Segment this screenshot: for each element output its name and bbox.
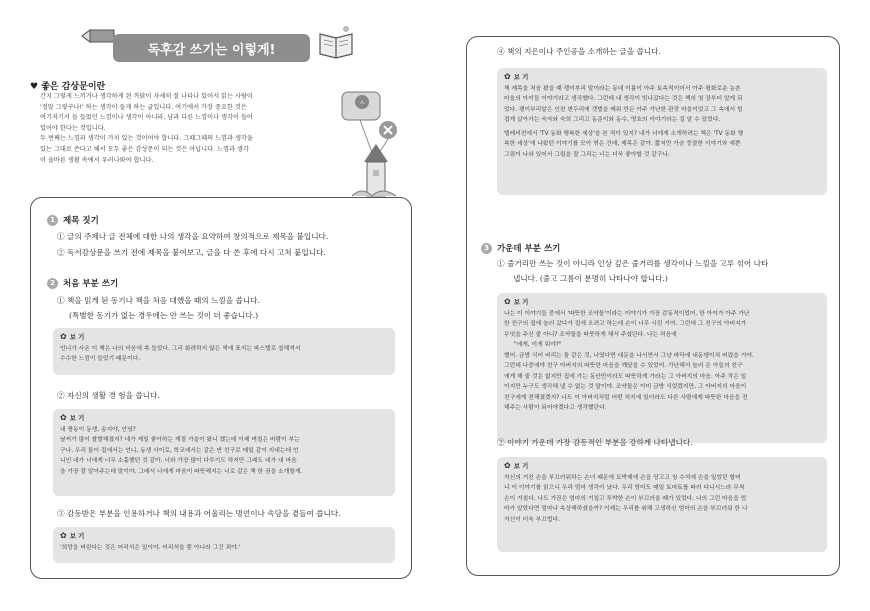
book-icon (316, 24, 356, 60)
left-guide-panel (30, 197, 412, 579)
pencil-icon (80, 28, 116, 44)
right-guide-panel (466, 36, 840, 576)
balloon-tower-illustration (322, 78, 412, 202)
star-icon: ✿ (60, 413, 67, 422)
star-icon: ✿ (504, 461, 511, 470)
list-item: ① 글의 주제나 글 전체에 대한 나의 생각을 요약하여 창의적으로 제목을 붙입니다. (57, 232, 329, 241)
star-icon: ✿ (60, 332, 67, 341)
list-item: ② 자신의 생활 경 험을 씁니다. (57, 391, 160, 400)
section-title-3: 3 가운데 부분 쓰기 (481, 242, 560, 254)
example-box: ✿ 보 기 나는 이 이야기들 중에서 '따뜻한 조약돌'이라는 이야기가 가장 감동적이었어. 한 아이가 아주 가난 한 친구의 집에 놀러 갔다가 집에 오려고 하는데 손이 너무 시린 거야. 그런데 그 친구의 아버지가 무엇을 주신 줄 아니? 조약돌을 따뜻하게 해서 주셨단다. 나는 처음에 "에게, 이게 뭐야?" 했어. 금방 식어 버리는 돌 같은 것, 나였다면 대문을 나서면서 그냥 바닥에 내동댕이쳐 버렸을 거야. 그런데 나중에야 친구 아버지의 따뜻한 마음을 깨달을 수 있었어. 가난해서 놀러 온 아들의 친구 에게 해 줄 것은 없지만 집에 가는 동안만이라도 따뜻하게 가라는 그 아버지의 마음. 아주 작은 일 이지만 누구도 생각해 낼 수 없는 것 말이야. 조약돌은 이미 금방 식었겠지만, 그 아버지의 마음이 친구에게 전해졌겠지? 나도 이 아버지처럼 어떤 처지에 있더라도 다른 사람에게 따뜻한 마음을 전 해주는 사람이 되어야겠다고 생각했단다. (497, 293, 827, 443)
list-item: ① 책을 읽게 된 동기나 책을 처음 대했을 때의 느낌을 씁니다. (57, 296, 260, 305)
list-item: ③ 감동받은 부분을 인용하거나 책의 내용과 어울리는 명언이나 속담을 곁들여 씁니다. (57, 509, 341, 518)
example-box: ✿ 보 기 '희망을 버린다는 것은 어리석은 일이야. 어리석을 뿐 아니라 그건 죄야.' (53, 527, 395, 563)
section-title-1: 1 제목 짓기 (47, 214, 99, 226)
star-icon: ✿ (504, 297, 511, 306)
list-item: ② 독서감상문을 쓰기 전에 제목을 붙여보고, 글을 다 쓴 후에 다시 고쳐 붙입니다. (57, 248, 326, 257)
intro-text: 간지 그렇게 느끼거나 생각하게 된 까닭이 자세히 잘 나타나 있어서 읽는 사람이 '정말 그렇구나!' 하는 생각이 들게 하는 글입니다. 여기에서 가장 중요한 것은 여기저기서 들 들었던 느낌이나 생각이 아니라, 남과 다른 느낌이나 생각이 들어 있어야 한다는 것입니다. 두 번째는 느낌과 생각이 가치 있는 것이어야 합니다. 그때그때의 느낌과 생각을 있는 그대로 쓴다고 해서 모두 좋은 감상문이 되는 것은 아닙니다. 느낌과 생각 이 올바른 생활 속에서 우러나와야 합니다. (40, 93, 253, 164)
heart-icon: ♥ (30, 82, 39, 92)
list-item: ① 줄거리만 쓰는 것이 아니라 인상 깊은 줄거리를 생각이나 느낌을 고루 섞어 나타 (497, 259, 769, 268)
example-box: ✿ 보 기 자신의 거친 손을 부끄러워하는 손녀 때문에 묘박제에 손을 당고고 청 수석에 손을 일었던 할머 니 이 이야기를 읽으니 우리 엄마 생각이 났다. 우리 엄마도 매일 토마토를 따러 다니시느라 무척 손이 거칠다. 나도 가끔은 엄마의 거칠고 투박한 손이 부끄러울 때가 있었다. 나의 그런 마음을 엄 마가 알았다면 얼마나 속상해하셨을까? 이제는 우리를 위해 고생하신 엄마의 손을 부끄러워 한 나 자신이 더욱 부끄럽다. (497, 457, 827, 552)
section-title-2: 2 처음 부분 쓰기 (47, 277, 118, 289)
svg-text:ㅅ: ㅅ (358, 99, 366, 107)
page-title: 독후감 쓰기는 이렇게! (113, 34, 310, 62)
intro-title: ♥ 좋은 감상문이란 (30, 82, 106, 92)
star-icon: ✿ (60, 531, 67, 540)
list-item: 냅니다. (줄고 그름이 분명히 나타나야 합니다.) (513, 274, 668, 283)
star-icon: ✿ (504, 72, 511, 81)
list-item: ④ 책의 지은이나 주인공을 소개하는 글을 씁니다. (497, 47, 661, 56)
list-item: (특별한 동기가 없는 경우에는 안 쓰는 것이 더 좋습니다.) (69, 311, 259, 320)
example-box: ✿ 보 기 내 짱동이 동생, 송지야, 안녕? 날씨가 많이 쌀쌀해졌지? 네가 제일 좋아하는 계절 가을이 왔니 했는데 이제 며칠은 바람이 부는 구나. 우리 둘이 집에서는 언니, 동생 사이로, 학교에서는 같은 반 친구로 매일 같이 지내는데 언 니인 내가 너에게 너무 소홀했던 것 같아. 너와 가장 많이 다투기도 하지만 그래도 네가 내 마음 을 가장 잘 알아주는데 말이야. 그래서 너에게 마음이 따뜻해지는 너로 같은 책 한 권을 소개할게. (53, 409, 395, 496)
example-box: ✿ 보 기 책 제목을 처음 봤을 때 캥이부리 말이라는 동네 이름이 아주 토속적이어서 아주 평화로운 농촌 마을의 아이들 이야기라고 생각했다. 그런데 내 생각이 빗나갔다는 것은 책의 첫 장부터 알게 되 었다. 괭이부리말은 인천 변두리에 갯벌을 메워 만든 아주 가난한 판잣 마을이었고 그 속에서 힘 겹게 살아가는 숙자와 숙희 그리고 동준이와 동수, 영호의 이야기라는 걸 알 수 있었다. 텔레비전에서 'TV 동화 행복한 세상'을 본 적이 있지? 내가 너에게 소개하려는 책은 'TV 동화 행 복한 세상'에 나왔던 이야기를 모아 엮은 건데, 제목은 같아. 짧지만 가슴 뭉클한 이야기와 예쁜 그림이 나와 있어서 그림을 잘 그리는 너는 더욱 좋아할 것 같구나. (497, 68, 827, 195)
example-box: ✿ 보 기 언니가 사온 이 책은 나의 마음에 쏙 들었다. 그리 화려하지 않은 색에 표지는 파스텔로 칠해져서 수수한 느낌이 들었기 때문이다. (53, 328, 395, 375)
list-item: ② 이야기 가운데 가장 감동적인 부분을 강하게 나타냅니다. (497, 438, 693, 447)
